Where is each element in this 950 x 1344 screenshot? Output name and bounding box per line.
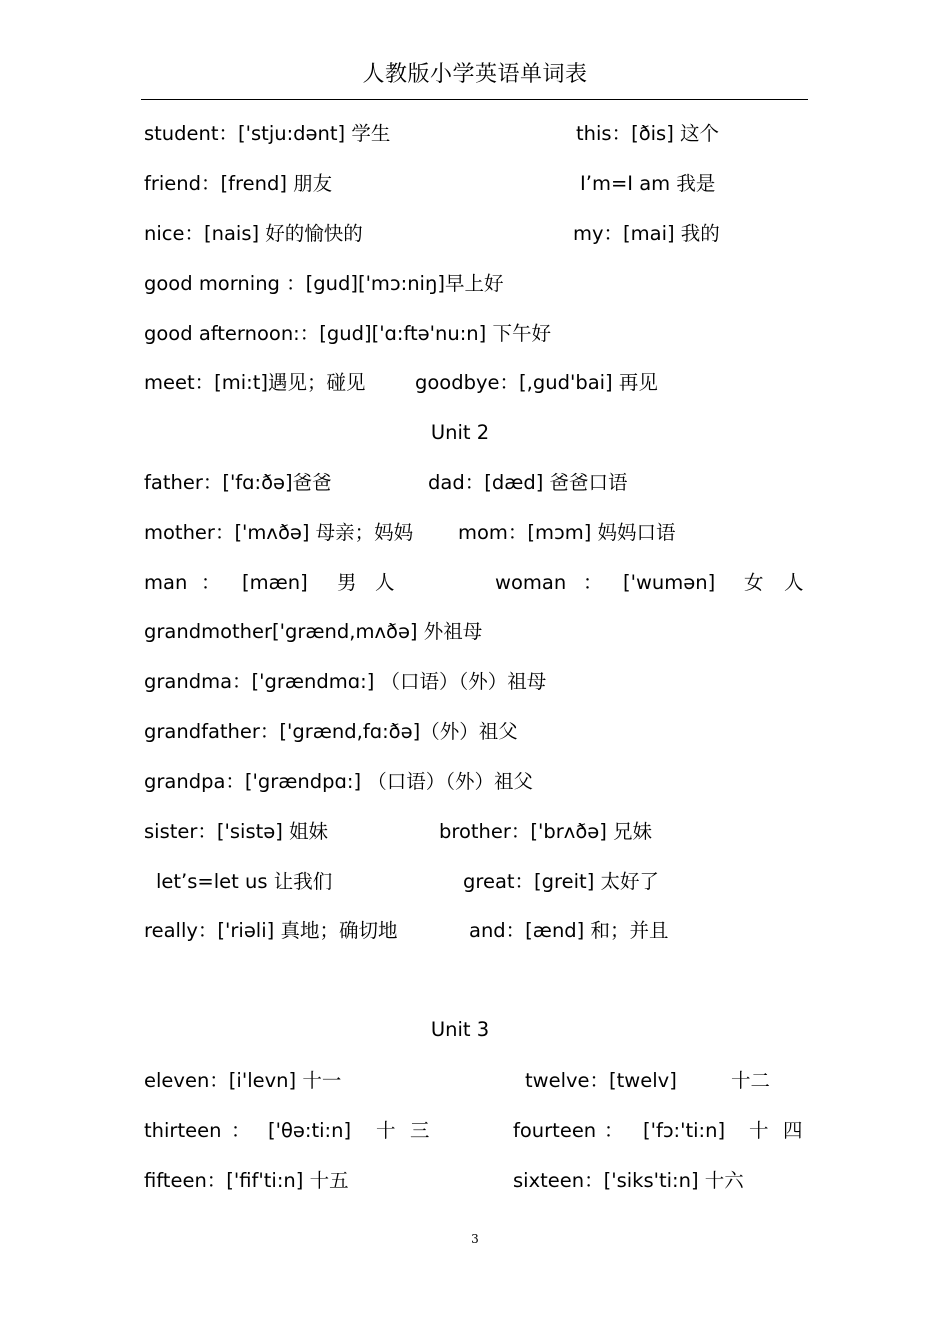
vocab-row xyxy=(0,617,950,647)
vocab-entry: good morning ：[gud]['mɔ:niŋ]早上好 xyxy=(144,272,504,295)
vocab-entry: I’m=I am 我是 xyxy=(580,172,716,195)
vocab-row xyxy=(0,368,950,398)
vocab-word: fourteen xyxy=(513,1119,597,1142)
vocab-meaning: 女 xyxy=(744,571,764,594)
vocab-entry: and：[ænd] 和；并且 xyxy=(469,919,669,942)
vocab-meaning: 三 xyxy=(410,1119,430,1142)
vocab-meaning: 十 xyxy=(749,1119,769,1142)
vocab-row xyxy=(0,767,950,797)
vocab-word: man xyxy=(144,571,188,594)
page-header-title: 人教版小学英语单词表 xyxy=(362,62,588,87)
vocab-meaning: 男 xyxy=(337,571,357,594)
vocab-row xyxy=(0,169,950,199)
vocab-colon: ： xyxy=(231,1119,251,1142)
vocab-entry: sixteen：['siks'ti:n] 十六 xyxy=(513,1169,744,1192)
vocab-phonetic: [mæn] xyxy=(242,571,308,594)
vocab-entry: great：[greit] 太好了 xyxy=(463,870,659,893)
vocab-word: woman xyxy=(495,571,567,594)
vocab-word: thirteen xyxy=(144,1119,222,1142)
vocab-row xyxy=(0,867,950,897)
vocab-row xyxy=(0,1166,950,1196)
vocab-entry: meet：[mi:t]遇见；碰见 xyxy=(144,371,366,394)
vocab-entry: mother：['mʌðə] 母亲；妈妈 xyxy=(144,521,414,544)
vocab-entry: this：[ðis] 这个 xyxy=(576,122,720,145)
vocab-meaning: 人 xyxy=(784,571,804,594)
vocab-phonetic: ['θə:ti:n] xyxy=(268,1119,352,1142)
page-number: 3 xyxy=(471,1232,479,1246)
unit-heading: Unit 3 xyxy=(430,1018,490,1041)
vocab-meaning: 十 xyxy=(376,1119,396,1142)
unit-heading: Unit 2 xyxy=(430,421,490,444)
vocab-row xyxy=(0,319,950,349)
vocab-row xyxy=(0,568,950,598)
vocab-entry: good afternoon:：[gud]['ɑ:ftə'nu:n] 下午好 xyxy=(144,322,551,345)
vocab-phonetic: ['fɔ:'ti:n] xyxy=(643,1119,726,1142)
vocab-colon: ： xyxy=(201,571,221,594)
vocab-entry: grandma：['grændmɑ:] （口语）（外）祖母 xyxy=(144,670,547,693)
vocab-row xyxy=(0,817,950,847)
vocab-row xyxy=(0,1116,950,1146)
vocab-entry: sister：['sistə] 姐妹 xyxy=(144,820,329,843)
vocab-row xyxy=(0,717,950,747)
vocab-entry: really：['riəli] 真地；确切地 xyxy=(144,919,398,942)
vocab-row xyxy=(0,667,950,697)
vocab-entry: goodbye：[,gud'bai] 再见 xyxy=(415,371,658,394)
vocab-row xyxy=(0,269,950,299)
vocab-meaning: 四 xyxy=(783,1119,803,1142)
vocab-row xyxy=(0,916,950,946)
vocab-entry: grandfather：['grænd,fɑ:ðə]（外）祖父 xyxy=(144,720,518,743)
vocab-entry: dad：[dæd] 爸爸口语 xyxy=(428,471,628,494)
vocab-row xyxy=(0,119,950,149)
vocab-meaning: 人 xyxy=(375,571,395,594)
vocab-entry: fifteen：['fif'ti:n] 十五 xyxy=(144,1169,349,1192)
vocab-entry: twelve：[twelv] xyxy=(525,1069,677,1092)
vocab-entry: mom：[mɔm] 妈妈口语 xyxy=(458,521,676,544)
vocab-entry: student：['stju:dənt] 学生 xyxy=(144,122,391,145)
vocab-row xyxy=(0,219,950,249)
vocab-entry: nice：[nais] 好的愉快的 xyxy=(144,222,363,245)
vocab-entry: brother：['brʌðə] 兄妹 xyxy=(439,820,653,843)
vocab-phonetic: ['wumən] xyxy=(623,571,716,594)
vocab-entry: eleven：[i'levn] 十一 xyxy=(144,1069,342,1092)
vocab-colon: ： xyxy=(583,571,603,594)
vocab-entry: friend：[frend] 朋友 xyxy=(144,172,333,195)
vocab-entry: father：['fɑ:ðə]爸爸 xyxy=(144,471,332,494)
vocab-entry: let’s=let us 让我们 xyxy=(156,870,333,893)
vocab-row xyxy=(0,468,950,498)
vocab-colon: ： xyxy=(604,1119,624,1142)
vocab-row xyxy=(0,1066,950,1096)
vocab-entry: my：[mai] 我的 xyxy=(573,222,720,245)
vocab-entry: grandmother['grænd,mʌðə] 外祖母 xyxy=(144,620,483,643)
vocab-entry: grandpa：['grændpɑ:] （口语）（外）祖父 xyxy=(144,770,534,793)
vocab-row xyxy=(0,518,950,548)
vocab-meaning: 十二 xyxy=(731,1069,771,1092)
header-divider xyxy=(141,99,808,100)
